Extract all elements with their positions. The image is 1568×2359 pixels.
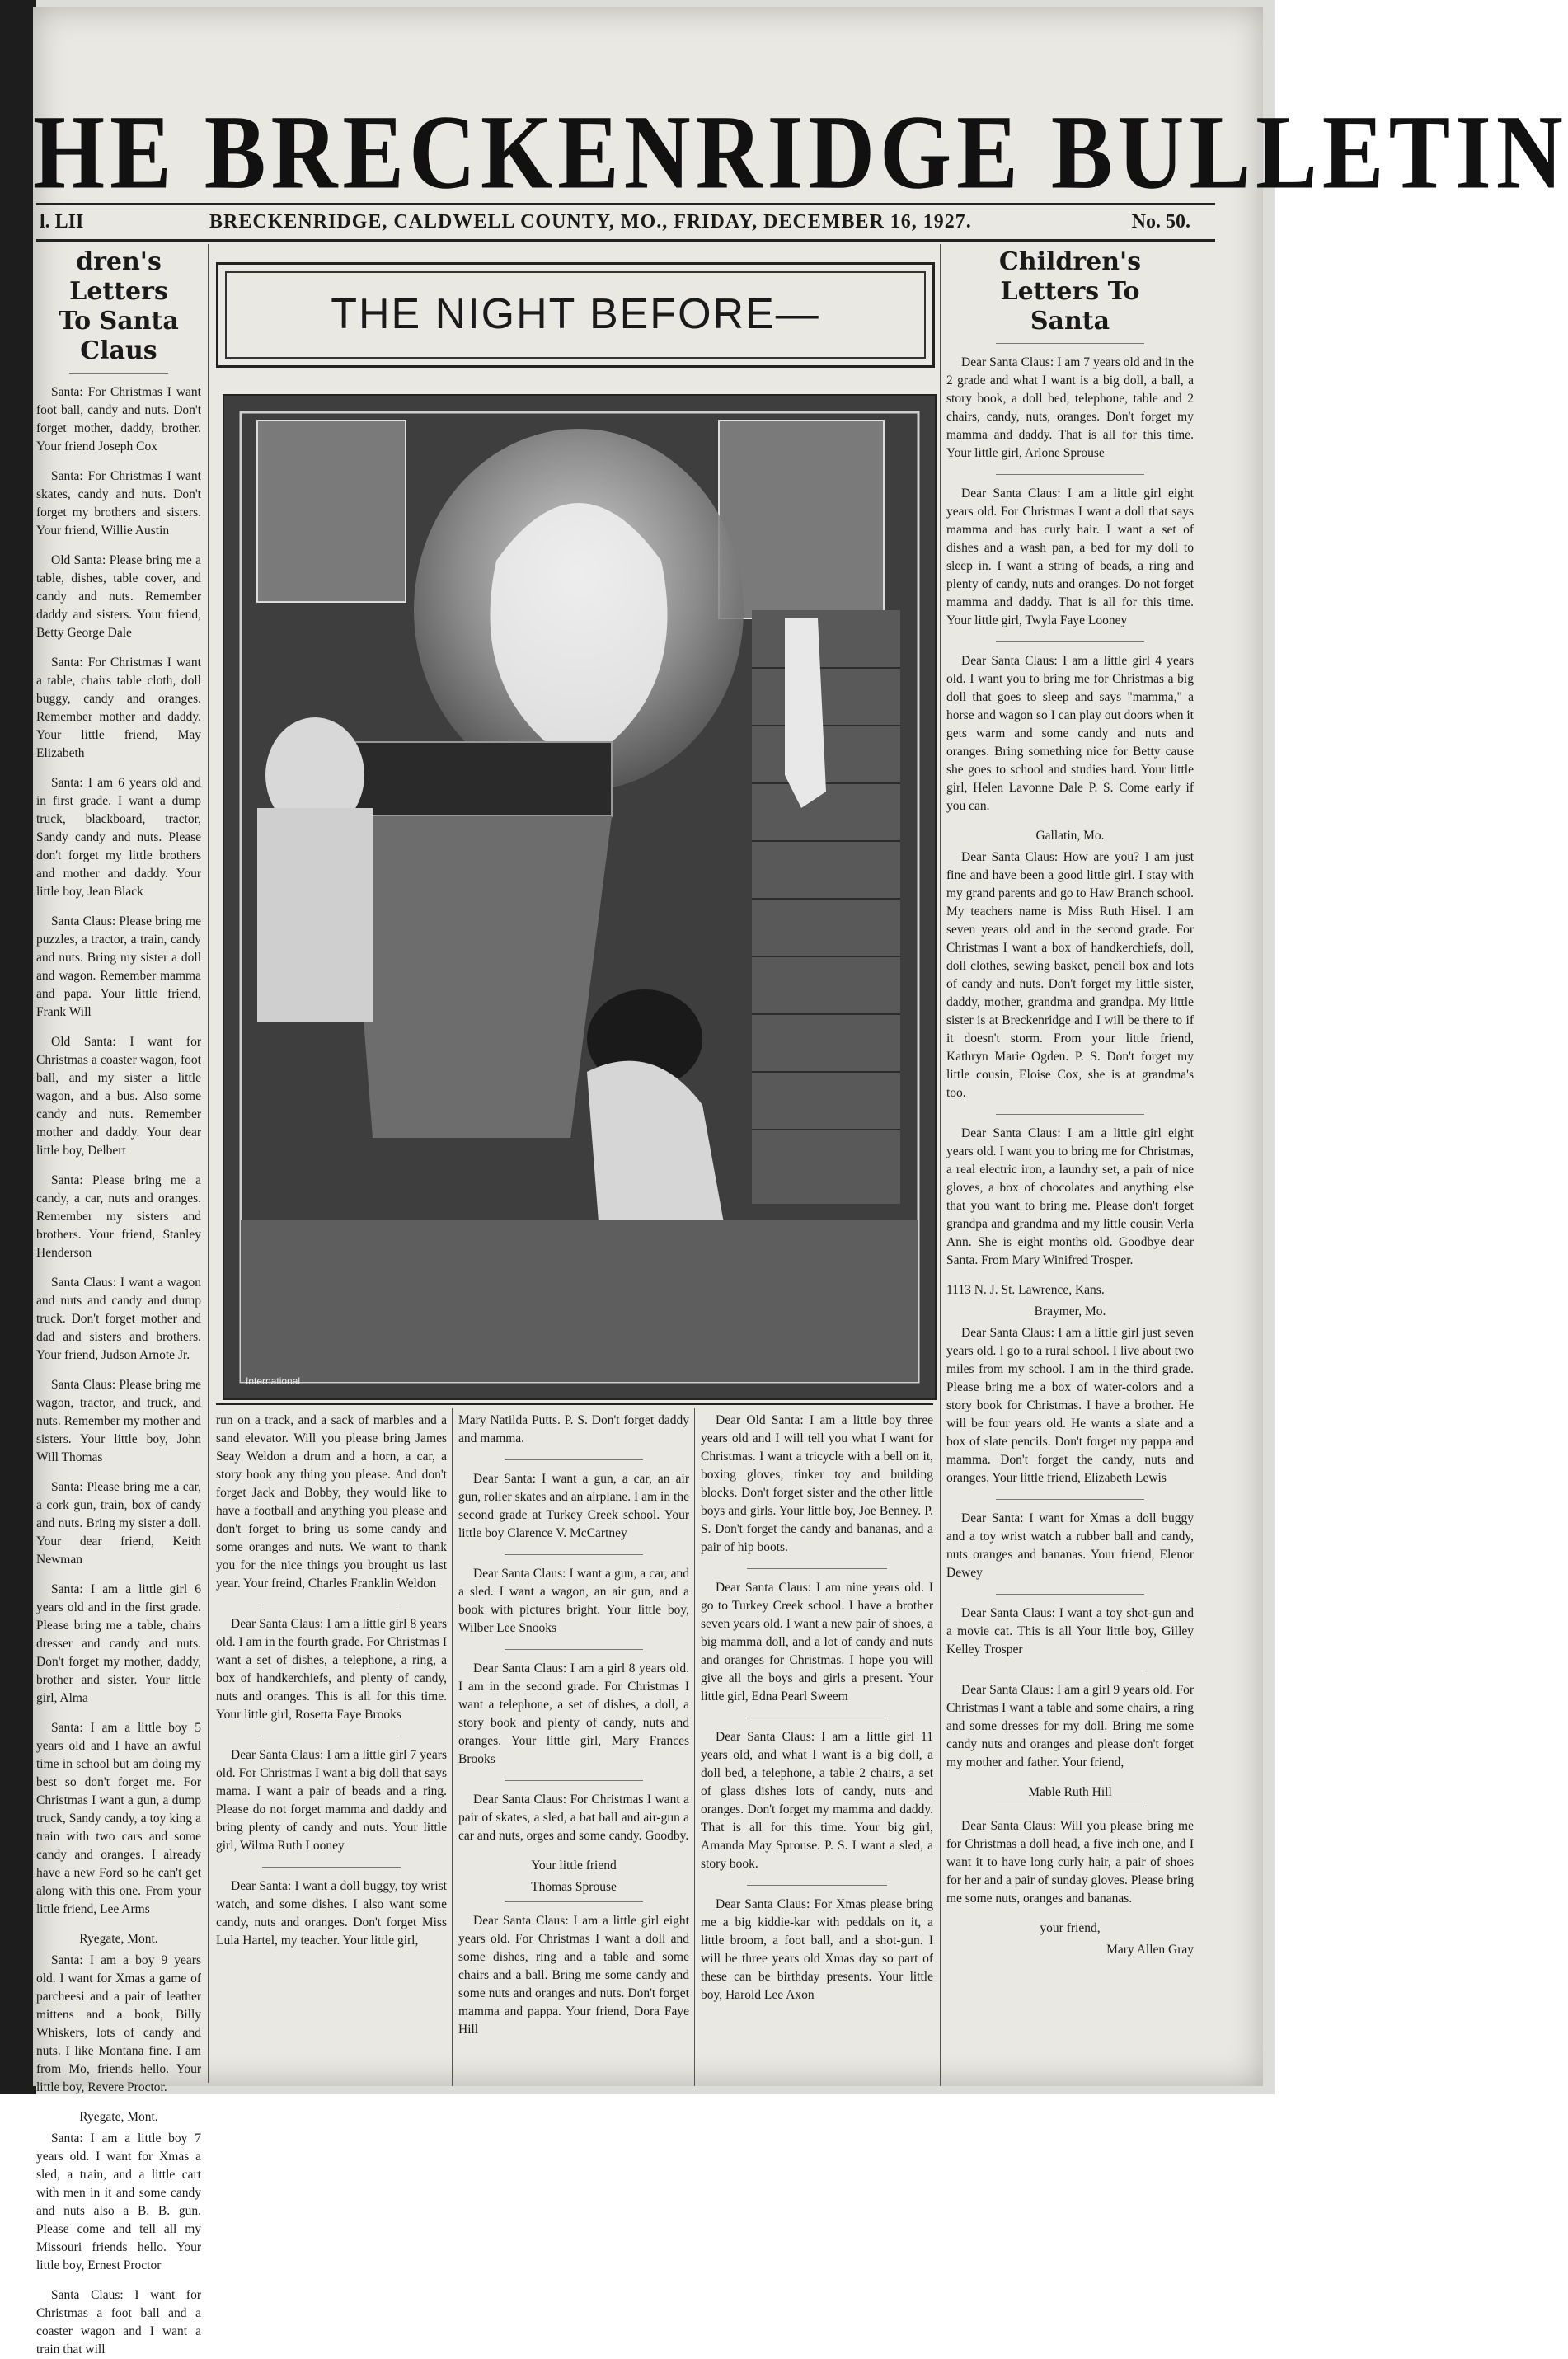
letter: Santa: I am a boy 9 years old. I want for Xmas a game of parcheesi and a pair of leather mittens and a book, Billy Whiskers, lots of candy and nuts. I like Montana fine. I am from Mo, friends hello. Your little boy, Revere Proctor. xyxy=(36,1953,201,2094)
feature-bottom-rule xyxy=(216,1403,933,1405)
feature-title-box xyxy=(216,262,935,368)
letter: Santa: For Christmas I want skates, candy and nuts. Don't forget my brothers and sisters. Your friend, Willie Austin xyxy=(36,469,201,538)
letter: Santa: For Christmas I want foot ball, candy and nuts. Don't forget mother, daddy, brother. Your friend Joseph Cox xyxy=(36,385,201,453)
left-heading-line1: dren's Letters xyxy=(69,247,168,306)
letter: Santa Claus: I want for Christmas a foot ball and a coaster wagon and I want a train that will xyxy=(36,2288,201,2357)
letter: Dear Santa Claus: I am a little girl eight years old. For Christmas I want a doll that says mamma and has curly hair. I want a set of dishes and a wash pan, a bed for my doll to sleep in. I want a string of beads, a ring and plenty of candy, nuts and oranges. Do not forget mamma and daddy. That is all for this time. Your little girl, Twyla Faye Looney xyxy=(946,486,1194,627)
masthead-rule-bottom xyxy=(36,239,1215,242)
right-heading-line1: Children's Letters To xyxy=(998,247,1142,306)
letter: run on a track, and a sack of marbles and a sand elevator. Will you please bring James Seay Weldon a drum and a horn, a car, a story book any thing you please. And don't forget Jack and Bobby, they would like to have a football and anything you please and don't forget to bring us some candy and some oranges and nuts. We want to thank you for the nice things you brought us last year. Your freind, Charles Franklin Weldon xyxy=(216,1413,447,1591)
issue-number: No. 50. xyxy=(1131,211,1190,233)
masthead-title: HE BRECKENRIDGE BULLETIN xyxy=(33,93,1568,212)
divider xyxy=(996,343,1144,344)
letter: Santa: Please bring me a candy, a car, nuts and oranges. Remember my sisters and brothers. Your friend, Stanley Henderson xyxy=(36,1173,201,1260)
divider xyxy=(69,373,168,374)
dateline-text: BRECKENRIDGE, CALDWELL COUNTY, MO., FRIDAY, DECEMBER 16, 1927. xyxy=(209,211,972,233)
letter: Dear Santa Claus: I want a toy shot-gun and a movie cat. This is all Your little boy, Gilley Kelley Trosper xyxy=(946,1606,1194,1656)
letter: Dear Santa Claus: I am a little girl eight years old. For Christmas I want a doll and some dishes, ring and a table and some chairs and a ball. Bring me some candy and some nuts and oranges and nuts. Don't forget mamma and pappa. Your friend, Dora Faye Hill xyxy=(458,1914,689,2037)
signature: Your little friend xyxy=(531,1859,617,1873)
divider xyxy=(505,1459,643,1460)
signature: Mary Allen Gray xyxy=(1106,1943,1194,1957)
feature-photo xyxy=(223,394,937,1400)
column-rule xyxy=(452,1408,453,2086)
letter: Dear Santa Claus: I am nine years old. I go to Turkey Creek school. I have a brother seven years old. I want a new pair of shoes, a big mamma doll, and a lot of candy and nuts and oranges for Christmas. I hope you will give all the boys and girls a present. Your little girl, Edna Pearl Sweem xyxy=(701,1581,933,1703)
bottom-column-1 xyxy=(216,1412,447,2088)
letter: Mary Natilda Putts. P. S. Don't forget daddy and mamma. xyxy=(458,1413,689,1445)
letter: Dear Santa Claus: I am a girl 9 years old. For Christmas I want a table and some chairs, a ring and some dresses for my doll. Bring me some candy nuts and oranges and please don't forget my mother and father. Your friend, xyxy=(946,1683,1194,1769)
place-heading: Ryegate, Mont. xyxy=(79,2110,158,2124)
divider xyxy=(996,1114,1144,1115)
left-column xyxy=(36,247,201,2357)
right-heading-line2: Santa xyxy=(1030,307,1110,336)
place-heading: Braymer, Mo. xyxy=(1034,1304,1106,1318)
feature-title: THE NIGHT BEFORE— xyxy=(225,271,926,359)
column-rule xyxy=(694,1408,695,2086)
letter: Dear Santa: I want a gun, a car, an air gun, roller skates and an airplane. I am in the second grade at Turkey Creek school. Your little boy Clarence V. McCartney xyxy=(458,1472,689,1540)
letter: Santa: I am a little girl 6 years old and in the first grade. Please bring me a table, chairs dresser and candy and nuts. Don't forget my mother, daddy, brother and sister. Your little girl, Alma xyxy=(36,1582,201,1705)
signature: Thomas Sprouse xyxy=(531,1880,617,1894)
letter: Dear Santa Claus: I am a little girl 8 years old. I am in the fourth grade. For Christmas I want a set of dishes, a telephone, a ring, a box of handkerchiefs, and plenty of candy, nuts and oranges. This is all for this time. Your little girl, Rosetta Faye Brooks xyxy=(216,1617,447,1722)
divider xyxy=(996,641,1144,642)
letter: Dear Santa Claus: I am a little girl 4 years old. I want you to bring me for Christmas a big doll that goes to sleep and says "mamma," a horse and wagon so I can play out doors when it gets warm and some candy and nuts and oranges. Bring something nice for Betty cause she goes to school and studies hard. Your little girl, Helen Lavonne Dale P. S. Come early if you can. xyxy=(946,654,1194,813)
place-heading: Ryegate, Mont. xyxy=(79,1932,158,1946)
letter: Old Santa: Please bring me a table, dishes, table cover, and candy and nuts. Remember daddy and sisters. Your friend, Betty George Dale xyxy=(36,553,201,640)
letter: Dear Santa Claus: I am a little girl eight years old. I want you to bring me for Christmas, a real electric iron, a laundry set, a pair of nice gloves, a box of chocolates and anything else that you want to bring me. Please don't forget grandpa and grandma and my little cousin Verla Ann. She is eight months old. Goodbye dear Santa. From Mary Winifred Trosper. xyxy=(946,1126,1194,1267)
column-rule xyxy=(940,244,941,2086)
left-column-heading xyxy=(36,247,201,366)
right-column-heading xyxy=(946,247,1194,336)
letter: Dear Santa Claus: I am a little girl 11 years old, and what I want is a big doll, a doll bed, a telephone, a table 2 chairs, a set of glass dishes lots of candy, nuts and oranges. Don't forget my mamma and daddy. That is all for this time. Your big girl, Amanda May Sprouse. P. S. I want a sled, a story book. xyxy=(701,1730,933,1871)
divider xyxy=(262,1867,401,1868)
page-edge-shadow xyxy=(0,0,36,2094)
letter: Dear Santa: I want a doll buggy, toy wrist watch, and some dishes. I also want some candy, nuts and oranges. Don't forget Miss Lula Hartel, my teacher. Your little girl, xyxy=(216,1879,447,1948)
volume-label: l. LII xyxy=(40,211,84,233)
letter: Santa Claus: I want a wagon and nuts and candy and dump truck. Don't forget mother and dad and sisters and brothers. Your friend, Judson Arnote Jr. xyxy=(36,1276,201,1362)
divider xyxy=(505,1649,643,1650)
dateline-bar xyxy=(36,208,1215,237)
left-heading-line2: To Santa Claus xyxy=(59,307,179,365)
letter: Santa: I am a little boy 5 years old and I have an awful time in school but am doing my best so don't forget me. For Christmas I want a gun, a dump truck, Sandy candy, a toy king a train with two cars and some candy and oranges. I already have a new Ford so he can't get along with this one. From your little friend, Lee Arms xyxy=(36,1721,201,1916)
letter: Santa Claus: Please bring me puzzles, a tractor, a train, candy and nuts. Bring my sister a doll and wagon. Remember mamma and papa. Your little friend, Frank Will xyxy=(36,914,201,1019)
letter: Santa: I am a little boy 7 years old. I want for Xmas a sled, a train, and a little cart with men in it and some candy and nuts also a B. B. gun. Please come and tell all my Missouri friends hello. Your little boy, Ernest Proctor xyxy=(36,2131,201,2272)
place-heading: Gallatin, Mo. xyxy=(1035,829,1105,843)
letter: Old Santa: I want for Christmas a coaster wagon, foot ball, and my sister a little wagon, and a bus. Also some candy and nuts. Remember mother and daddy. Your dear little boy, Delbert xyxy=(36,1035,201,1158)
letter: Dear Santa Claus: I am a little girl 7 years old. For Christmas I want a big doll that says mama. I want a pair of beads and a ring. Please do not forget mamma and daddy and bring plenty of candy and nuts. Your little girl, Wilma Ruth Looney xyxy=(216,1748,447,1853)
divider xyxy=(747,1568,886,1569)
letter: Dear Santa: I want for Xmas a doll buggy and a toy wrist watch a rubber ball and candy, nuts oranges and bananas. Your friend, Elenor Dewey xyxy=(946,1511,1194,1580)
signature: your friend, xyxy=(1040,1921,1101,1935)
divider xyxy=(505,1554,643,1555)
bottom-column-2 xyxy=(458,1412,689,2088)
letter: Dear Santa Claus: For Xmas please bring me a big kiddie-kar with peddals on it, a little broom, a foot ball, and a shot-gun. I will be three years old Xmas day so part of these can be birthday presents. Your little boy, Harold Lee Axon xyxy=(701,1897,933,2002)
divider xyxy=(996,1499,1144,1500)
divider xyxy=(747,1885,886,1886)
letter: Santa: For Christmas I want a table, chairs table cloth, doll buggy, candy and oranges. Remember mother and daddy. Your little friend, May Elizabeth xyxy=(36,656,201,760)
letter: Santa: Please bring me a car, a cork gun, train, box of candy and nuts. Bring my sister a doll. Your dear friend, Keith Newman xyxy=(36,1480,201,1567)
right-column xyxy=(946,247,1194,2086)
letter: Dear Santa Claus: How are you? I am just fine and have been a good little girl. I stay with my grand parents and go to Haw Branch school. My teachers name is Miss Ruth Hisel. I am seven years old and in the second grade. For Christmas I want a box of handkerchiefs, doll, doll clothes, sewing basket, pencil box and lots of candy and nuts. Don't forget my little sister, daddy, mother, grandma and grandpa. My little sister is at Breckenridge and I will be there to if it doesn't storm. From your little friend, Kathryn Marie Ogden. P. S. Don't forget my little cousin, Eloise Cox, she is at grandma's too. xyxy=(946,850,1194,1100)
photo-credit: International xyxy=(246,1375,301,1387)
letter: Dear Santa Claus: I am 7 years old and in the 2 grade and what I want is a big doll, a ball, a story book, a doll bed, telephone, table and 2 chairs, candy, nuts, oranges. Don't forget my mamma and daddy. That is all for this time. Your little girl, Arlone Sprouse xyxy=(946,355,1194,460)
letter: Dear Santa Claus: I am a girl 8 years old. I am in the second grade. For Christmas I want a telephone, a set of dishes, a doll, a story book and plenty of candy, nuts and oranges. Your little girl, Mary Frances Brooks xyxy=(458,1661,689,1766)
column-rule xyxy=(208,244,209,2083)
letter: Dear Old Santa: I am a little boy three years old and I will tell you what I want for Christmas. I want a tricycle with a bell on it, boxing gloves, tinker toy and building blocks. Don't forget sister and the other little boys and girls. Your little boy, Joe Benney. P. S. Don't forget the candy and bananas, and a pair of hip boots. xyxy=(701,1413,933,1554)
divider xyxy=(505,1780,643,1781)
letter: Santa Claus: Please bring me wagon, tractor, and truck, and nuts. Remember my mother and sisters. Your little boy, John Will Thomas xyxy=(36,1378,201,1464)
letter: Dear Santa Claus: I want a gun, a car, and a sled. I want a wagon, an air gun, and a book with pictures bright. Your little boy, Wilber Lee Snooks xyxy=(458,1567,689,1635)
address-line: 1113 N. J. St. Lawrence, Kans. xyxy=(946,1283,1105,1297)
santa-photo-illustration xyxy=(224,396,935,1398)
divider xyxy=(996,474,1144,475)
letter: Santa: I am 6 years old and in first grade. I want a dump truck, blackboard, tractor, Sandy candy and nuts. Please don't forget my little brothers and mother and daddy. Your little boy, Jean Black xyxy=(36,776,201,899)
letter: Dear Santa Claus: Will you please bring me for Christmas a doll head, a five inch one, and I want it to have long curly hair, a pair of shoes for her and a pair of sunday gloves. Please bring me some nuts, oranges and bananas. xyxy=(946,1819,1194,1906)
signature: Mable Ruth Hill xyxy=(1028,1785,1112,1799)
masthead-rule-top xyxy=(36,203,1215,205)
letter: Dear Santa Claus: For Christmas I want a pair of skates, a sled, a bat ball and air-gun a car and nuts, orges and some candy. Goodby. xyxy=(458,1793,689,1843)
divider xyxy=(505,1901,643,1902)
divider xyxy=(996,1594,1144,1595)
letter: Dear Santa Claus: I am a little girl just seven years old. I go to a rural school. I live about two miles from my school. I am in the third grade. Please bring me a box of water-colors and a story book for Christmas. I have a brother. He will be four years old. He wants a slate and a box of slate pencils. Don't forget my pappa and mamma. Don't forget the candy, nuts and oranges. Your little friend, Elizabeth Lewis xyxy=(946,1326,1194,1485)
bottom-column-3 xyxy=(701,1412,933,2088)
